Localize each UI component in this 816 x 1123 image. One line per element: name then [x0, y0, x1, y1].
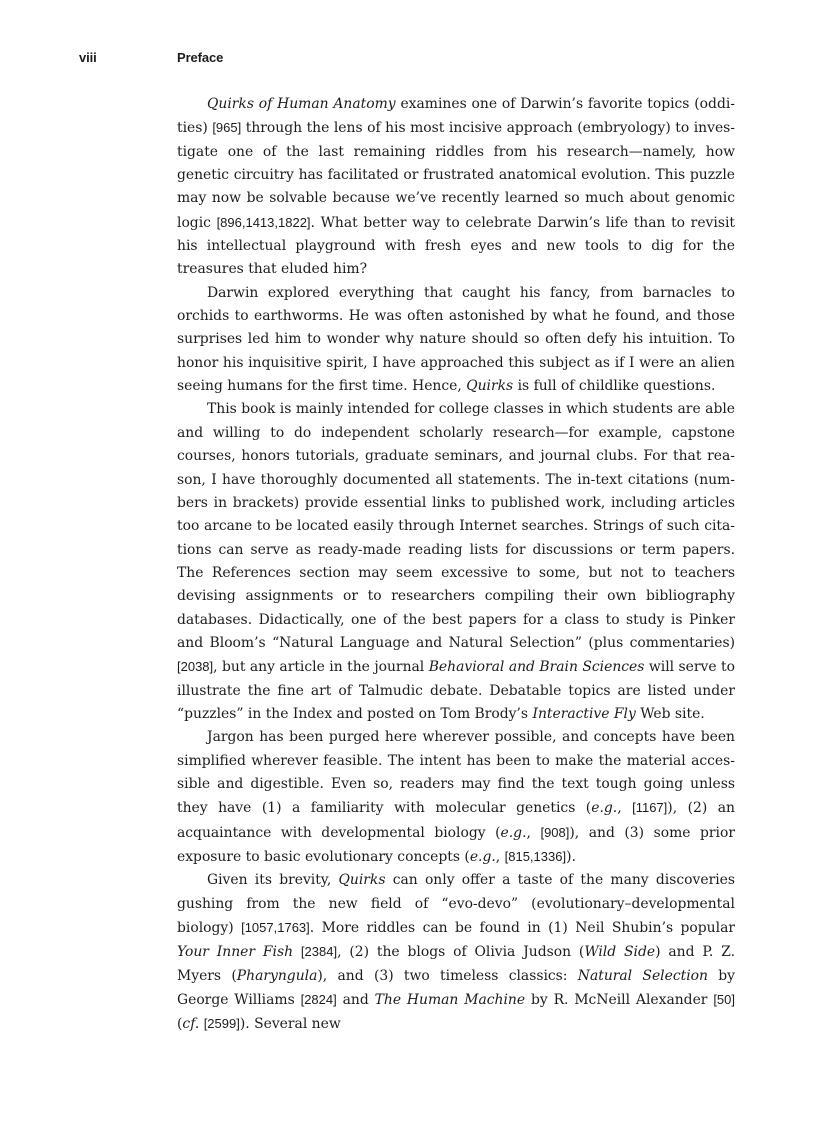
italic-text: Pharyngula: [236, 967, 318, 984]
running-head: [0, 50, 816, 68]
paragraph-4: [177, 726, 735, 869]
italic-text: Behavioral and Brain Sciences: [428, 659, 645, 676]
text-run: Web site.: [635, 705, 705, 722]
italic-text: e.g.: [591, 800, 618, 817]
text-run: by George Williams: [177, 967, 735, 1009]
body-text: [177, 93, 735, 1037]
text-run: . What better way to celebrate Darwin’s life than to revisit his intellectual playground with fresh eyes and new tools to dig for the treasures that eluded him?: [177, 214, 735, 278]
citation: [50]: [713, 992, 735, 1008]
text-run: ), (2) an acquaintance with developmental biology (: [177, 800, 735, 841]
text-run: and: [336, 992, 375, 1009]
italic-text: Your Inner Fish: [177, 944, 294, 961]
text-run: is full of childlike questions.: [513, 378, 716, 395]
citation: [815,1336]: [504, 849, 567, 864]
italic-text: e.g.: [469, 849, 496, 865]
text-run: (: [177, 1016, 183, 1033]
text-run: Jargon has been purged here wherever possible, and concepts have been simplified wherever feasible. The intent has been to make the material accessible and digestible. Even so, readers may find the text tough going unless they have (1) a familiarity with molecular genetics (: [177, 729, 735, 817]
text-run: through the lens of his most incisive approach (embryology) to investigate one of the last remaining riddles from his research—namely, how genetic circuitry has facilitated or frustrated anatomical evolution. This puzzle may now be solvable because we’ve recently learned so much about genomic logic: [177, 120, 735, 231]
paragraph-2: [177, 282, 735, 399]
italic-text: Quirks of Human Anatomy: [207, 96, 396, 112]
text-run: , (2) the blogs of Olivia Judson (: [337, 944, 585, 961]
text-run: [293, 944, 301, 960]
italic-text: Interactive Fly: [532, 705, 636, 722]
citation: [2599]: [203, 1016, 240, 1032]
paragraph-3: [177, 398, 735, 726]
citation: [2038]: [177, 659, 214, 675]
citation: [965]: [212, 120, 242, 136]
text-run: will serve to illustrate the fine art of Talmudic debate. Debatable topics are listed under “puzzles” in the Index and posted on Tom Brody’s: [177, 659, 736, 722]
paragraph-1: [177, 93, 735, 282]
italic-text: The Human Machine: [374, 992, 526, 1009]
citation: [896,1413,1822]: [216, 214, 311, 230]
text-run: ), and (3) some prior exposure to basic evolutionary concepts (: [177, 824, 735, 865]
citation: [2824]: [300, 992, 337, 1008]
citation: [1167]: [632, 800, 668, 816]
page-number: viii: [79, 50, 97, 65]
italic-text: Natural Selection: [577, 967, 708, 984]
text-run: ,: [617, 800, 633, 817]
italic-text: e.g.: [500, 824, 527, 841]
text-run: Given its brevity,: [207, 872, 339, 889]
text-run: ,: [495, 849, 505, 865]
text-run: , but any article in the journal: [213, 659, 429, 676]
citation: [2384]: [300, 944, 338, 960]
italic-text: Quirks: [338, 872, 386, 889]
italic-text: Quirks: [466, 378, 514, 395]
text-run: ).: [566, 849, 576, 865]
text-run: . More riddles can be found in (1) Neil Shubin’s popular: [309, 920, 735, 937]
text-run: by R. McNeill Alexander: [525, 992, 714, 1009]
italic-text: Wild Side: [584, 944, 656, 961]
text-run: Darwin explored everything that caught his fancy, from barnacles to orchids to earthworms. He was often astonished by what he found, and those surprises led him to wonder why nature should so often defy his intuition. To honor his inquisitive spirit, I have approached this subject as if I were an alien seeing humans for the first time. Hence,: [177, 284, 735, 395]
text-run: ), and (3) two timeless classics:: [317, 967, 578, 984]
citation: [908]: [540, 824, 570, 840]
italic-text: cf.: [182, 1016, 200, 1033]
text-run: This book is mainly intended for college classes in which students are able and willing to do independent scholarly research—for example, capstone courses, honors tutorials, graduate seminars, and journal clubs. For that reason, I have thoroughly documented all statements. The in-text citations (numbers in brackets) provide essential links to published work, including articles too arcane to be located easily through Internet searches. Strings of such citations can serve as ready-made reading lists for discussions or term papers. The References section may seem excessive to some, but not to teachers devising assignments or to researchers compiling their own bibliography databases. Didactically, one of the best papers for a class to study is Pinker and Bloom’s “Natural Language and Natural Selection” (plus commentaries): [177, 401, 735, 651]
text-run: ,: [526, 824, 541, 841]
running-title: Preface: [177, 50, 224, 65]
citation: [1057,1763]: [241, 920, 310, 936]
text-run: ) and P. Z. Myers (: [177, 944, 735, 984]
paragraph-5: [177, 869, 735, 1036]
text-run: can only offer a taste of the many discoveries gushing from the new field of “evo-devo” (evolutionary–developmental biology): [177, 872, 735, 937]
text-run: ). Several new: [239, 1016, 341, 1033]
text-run: examines one of Darwin’s favorite topics (oddities): [177, 96, 735, 137]
